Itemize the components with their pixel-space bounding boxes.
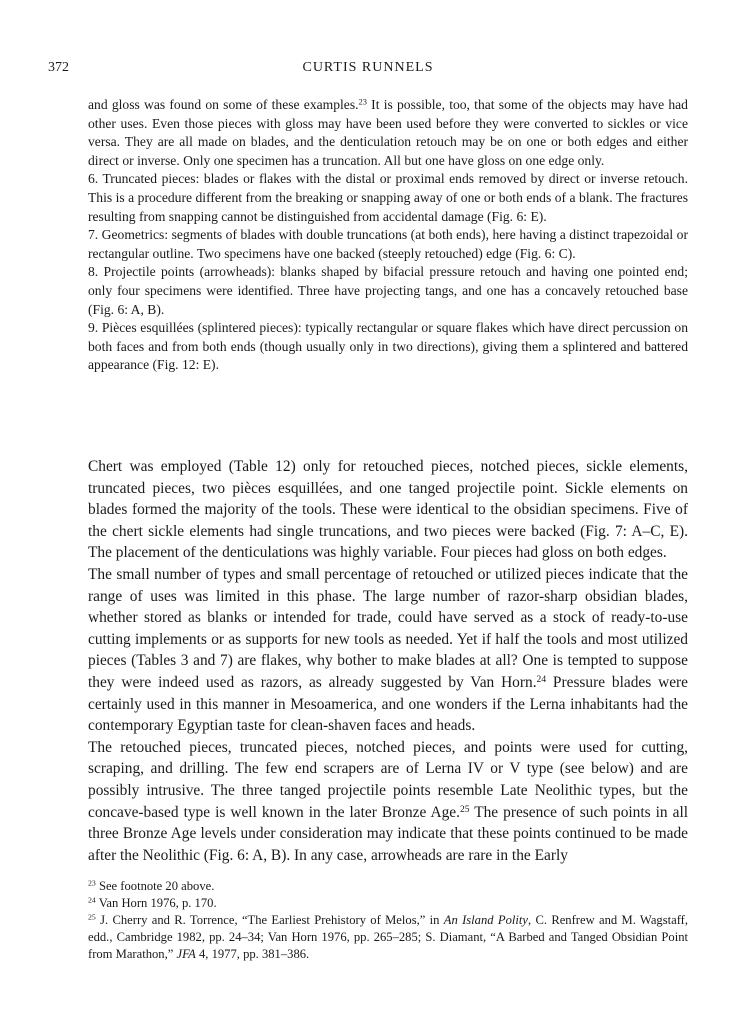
body-paragraph-uses: The small number of types and small percentage of retouched or utilized pieces indicate that the range of uses was limited in this phase. The large number of razor-sharp obsidian blades, whether stored as blanks or intended for trade, could have served as a stock of ready-to-use cutting implements or as supports for new tools as needed. Yet if half the tools and most utilized pieces (Tables 3 and 7) are flakes, why bother to make blades at all? One is tempted to suppose they were indeed used as razors, as already suggested by Van Horn.$^{24}$ Pressure blades were certainly used in this manner in Mesoamerica, and one wonders if the Lerna inhabitants had the contemporary Egyptian taste for clean-shaven faces and heads. (88, 565, 688, 735)
list-item-truncated-pieces: 6. Truncated pieces: blades or flakes with the distal or proximal ends removed by direct or inverse retouch. This is a procedure different from the breaking or snapping away of one or both ends of a blank. The fractures resulting from snapping cannot be distinguished from accidental damage (Fig. 6: E). (88, 171, 688, 224)
body-text (88, 456, 688, 866)
list-item-geometrics: 7. Geometrics: segments of blades with double truncations (at both ends), here having a distinct trapezoidal or rectangular outline. Two specimens have one backed (steeply retouched) edge (Fig. 6: C). (88, 227, 688, 261)
footnotes (88, 878, 688, 963)
footnote-25: $^{25}$ J. Cherry and R. Torrence, “The Earliest Prehistory of Melos,” in An Island Polity, C. Renfrew and M. Wagstaff, edd., Cambridge 1982, pp. 24–34; Van Horn 1976, pp. 265–285; S. Diamant, “A Barbed and Tanged Obsidian Point from Marathon,” JFA 4, 1977, pp. 381–386. (88, 912, 688, 961)
typology-list (88, 96, 688, 375)
footnote-23: $^{23}$ See footnote 20 above. (88, 878, 215, 893)
page-number: 372 (48, 60, 69, 75)
body-paragraph-chert: Chert was employed (Table 12) only for retouched pieces, notched pieces, sickle elements, truncated pieces, two pièces esquillées, and one tanged projectile point. Sickle elements on blades formed the majority of the tools. These were identical to the obsidian specimens. Five of the chert sickle elements had single truncations, and two pieces were backed (Fig. 7: A–C, E). The placement of the denticulations was highly variable. Four pieces had gloss on both edges. (88, 458, 688, 562)
list-continuation: and gloss was found on some of these examples.$^{23}$ It is possible, too, that some of the objects may have had other uses. Even those pieces with gloss may have been used before they were converted to sickles or vice versa. They are all made on blades, and the denticulation retouch may be on one or both edges and either direct or inverse. Only one specimen has a truncation. All but one have gloss on one edge only. (88, 96, 688, 168)
list-item-projectile-points: 8. Projectile points (arrowheads): blanks shaped by bifacial pressure retouch and having one pointed end; only four specimens were identified. Three have projecting tangs, and one has a concavely retouched base (Fig. 6: A, B). (88, 264, 688, 317)
footnote-ref-24[interactable]: 24 (536, 673, 547, 685)
page-header (48, 60, 688, 80)
footnote-ref-23[interactable]: 23 (358, 96, 367, 107)
list-item-pieces-esquillees: 9. Pièces esquillées (splintered pieces): typically rectangular or square flakes which have direct percussion on both faces and from both ends (though usually only in two directions), giving them a splintered and battered appearance (Fig. 12: E). (88, 320, 688, 373)
body-paragraph-retouched: The retouched pieces, truncated pieces, notched pieces, and points were used for cutting, scraping, and drilling. The few end scrapers are of Lerna IV or V type (see below) and are possibly intrusive. The three tanged projectile points resemble Late Neolithic types, but the concave-based type is well known in the later Bronze Age.$^{25}$ The presence of such points in all three Bronze Age levels under consideration may indicate that these points continued to be made after the Neolithic (Fig. 6: A, B). In any case, arrowheads are rare in the Early (88, 738, 688, 864)
footnote-ref-25[interactable]: 25 (459, 803, 470, 815)
footnote-24: $^{24}$ Van Horn 1976, p. 170. (88, 895, 217, 910)
running-title: CURTIS RUNNELS (302, 60, 434, 75)
